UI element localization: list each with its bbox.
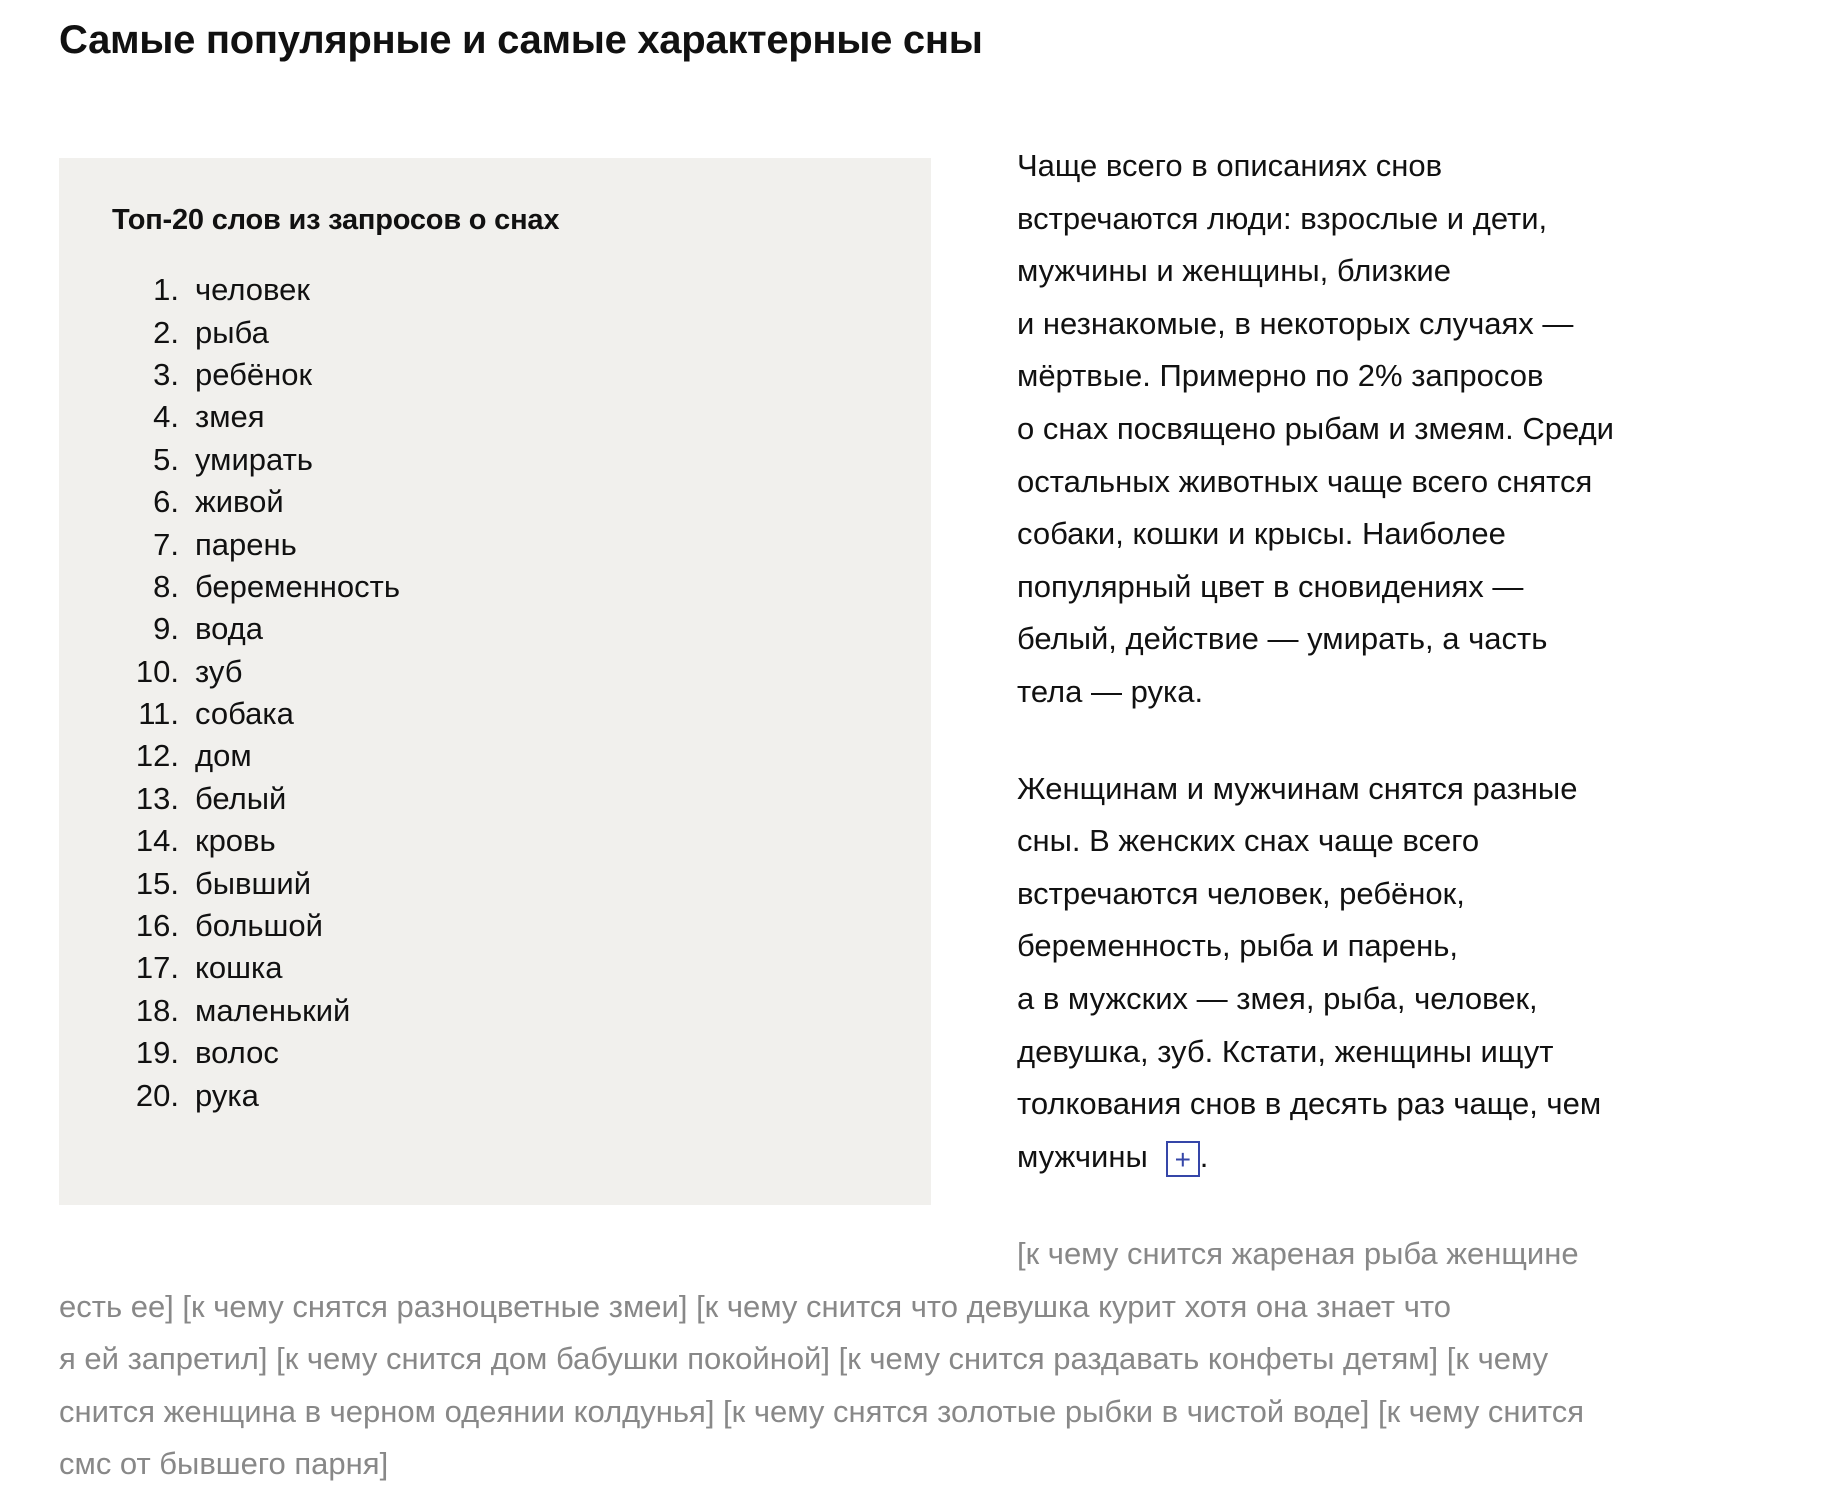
text-line: а в мужских — змея, рыба, человек,	[1017, 980, 1538, 1016]
item-word: живой	[195, 484, 284, 520]
top-words-list	[112, 269, 931, 1117]
list-item	[112, 905, 931, 947]
text-line: Чаще всего в описаниях снов	[1017, 148, 1443, 183]
paragraph-popular-dreams	[1017, 140, 1657, 719]
text-line: беременность, рыба и парень,	[1017, 928, 1458, 964]
list-item	[112, 354, 931, 396]
query-line: есть ее] [к чему снятся разноцветные змеи] [к чему снится что девушка курит хотя она знает что	[59, 1288, 1451, 1324]
text-line: Женщинам и мужчинам снятся разные	[1017, 770, 1578, 806]
list-item	[112, 523, 931, 565]
list-item	[112, 862, 931, 904]
item-word: человек	[195, 272, 310, 308]
page-title: Самые популярные и самые характерные сны	[59, 18, 983, 62]
list-item	[112, 269, 931, 311]
list-item	[112, 608, 931, 650]
text-line: собаки, кошки и крысы. Наиболее	[1017, 516, 1506, 552]
list-item	[112, 990, 931, 1032]
item-word: белый	[195, 780, 287, 816]
item-word: рыба	[195, 314, 269, 350]
text-line	[1017, 1131, 1657, 1184]
item-word: маленький	[195, 992, 351, 1028]
text-line: мужчины и женщины, близкие	[1017, 253, 1451, 289]
item-number: 20.	[135, 1077, 179, 1113]
item-word: зуб	[195, 653, 243, 689]
list-item	[112, 311, 931, 353]
text-line: белый, действие — умирать, а часть	[1017, 621, 1548, 657]
query-line: снится женщина в черном одеянии колдунья] [к чему снятся золотые рыбки в чистой воде] [к чему снится	[59, 1393, 1585, 1429]
item-number: 8.	[153, 568, 179, 604]
item-number: 11.	[138, 696, 179, 732]
panel-heading: Топ-20 слов из запросов о снах	[112, 204, 560, 236]
item-word: беременность	[195, 568, 401, 604]
query-line: [к чему снится жареная рыба женщине	[1017, 1236, 1579, 1271]
list-item	[112, 566, 931, 608]
item-number: 19.	[135, 1035, 179, 1071]
query-line: я ей запретил] [к чему снится дом бабушки покойной] [к чему снится раздавать конфеты детям] [к чему	[59, 1341, 1549, 1377]
item-word: дом	[195, 738, 252, 774]
item-word: змея	[195, 399, 265, 435]
item-number: 9.	[153, 611, 179, 647]
end-punctuation: .	[1199, 1138, 1209, 1174]
item-word: умирать	[195, 441, 313, 477]
item-number: 16.	[135, 908, 179, 944]
item-number: 18.	[135, 992, 179, 1028]
text-line: сны. В женских снах чаще всего	[1017, 823, 1480, 859]
item-word: кошка	[195, 950, 283, 986]
item-word: волос	[195, 1035, 279, 1071]
item-word: бывший	[195, 865, 312, 901]
footnote-expand-button[interactable]: +	[1166, 1141, 1200, 1177]
list-item	[112, 778, 931, 820]
list-item	[112, 1032, 931, 1074]
item-word: рука	[195, 1077, 259, 1113]
text-line: тела — рука.	[1017, 673, 1204, 709]
article-text	[1017, 140, 1657, 1183]
text-line: мёртвые. Примерно по 2% запросов	[1017, 358, 1544, 394]
top-words-panel	[59, 158, 931, 1205]
item-number: 5.	[153, 441, 179, 477]
text-line: о снах посвящено рыбам и змеям. Среди	[1017, 410, 1614, 446]
item-number: 13.	[135, 780, 179, 816]
paragraph-gender-dreams	[1017, 763, 1657, 1184]
item-number: 12.	[135, 738, 179, 774]
list-item	[112, 396, 931, 438]
item-number: 4.	[153, 399, 179, 435]
list-item	[112, 439, 931, 481]
text-line: встречаются люди: взрослые и дети,	[1017, 200, 1548, 236]
last-line-text: мужчины	[1017, 1138, 1148, 1174]
list-item	[112, 1074, 931, 1116]
list-item	[112, 693, 931, 735]
text-line: популярный цвет в сновидениях —	[1017, 568, 1524, 604]
item-word: большой	[195, 908, 323, 944]
list-item	[112, 735, 931, 777]
text-line: толкования снов в десять раз чаще, чем	[1017, 1086, 1602, 1122]
list-item	[112, 651, 931, 693]
list-item	[112, 820, 931, 862]
query-line: смс от бывшего парня]	[59, 1446, 389, 1482]
item-word: кровь	[195, 823, 276, 859]
item-number: 3.	[153, 356, 179, 392]
item-word: вода	[195, 611, 264, 647]
item-number: 6.	[153, 484, 179, 520]
sample-queries	[59, 1228, 1759, 1491]
item-number: 1.	[153, 272, 179, 308]
item-number: 2.	[153, 314, 179, 350]
item-number: 17.	[135, 950, 179, 986]
text-line: и незнакомые, в некоторых случаях —	[1017, 305, 1574, 341]
item-number: 7.	[153, 526, 179, 562]
item-word: парень	[195, 526, 297, 562]
item-number: 10.	[135, 653, 179, 689]
text-line: остальных животных чаще всего снятся	[1017, 463, 1593, 499]
list-item	[112, 947, 931, 989]
list-item	[112, 481, 931, 523]
text-line: девушка, зуб. Кстати, женщины ищут	[1017, 1033, 1554, 1069]
item-number: 14.	[135, 823, 179, 859]
item-number: 15.	[135, 865, 179, 901]
item-word: ребёнок	[195, 356, 313, 392]
item-word: собака	[195, 696, 294, 732]
text-line: встречаются человек, ребёнок,	[1017, 875, 1465, 911]
